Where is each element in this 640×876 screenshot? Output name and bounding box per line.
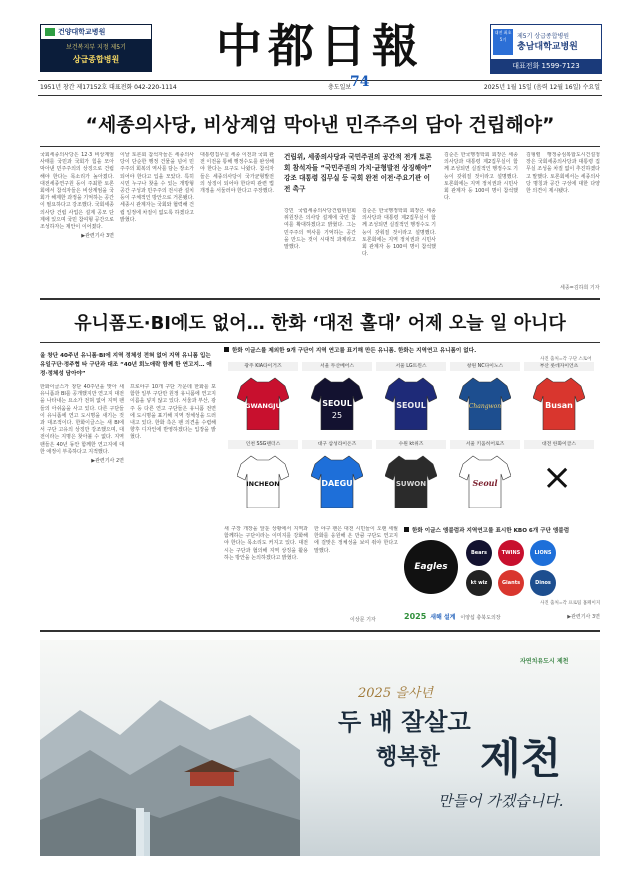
jersey-cell[interactable] [376,362,446,434]
issue-date: 2025년 1월 15일 (음력 12월 16일) 수요일 [483,84,600,91]
jersey-text: Changwon [468,403,502,410]
jersey-image [385,376,437,430]
jersey-text: SUWON [395,480,427,488]
promo-year: 2025 [404,612,427,621]
svg-text:25: 25 [331,411,343,420]
jersey-text: Busan [545,401,573,410]
jersey-image [533,376,585,430]
ad-year: 2025 을사년 [358,686,433,701]
giants-logo[interactable]: Giants [498,570,524,596]
logo-panel-title: 한화 이글스 엠블럼과 지역연고를 표시한 KBO 6개 구단 엠블럼 [404,526,600,536]
ad-slogan-3: 만들어 가겠습니다. [438,792,564,810]
jersey-image [237,376,289,430]
jersey-image [237,454,289,508]
hospital-ad-left[interactable] [40,24,152,72]
anniversary-mark: 74 [350,74,370,90]
article2-subhead: 올 창단 40주년 유니폼·BI에 지역 정체성 전혀 없어 지역 유니폼 입는 유일구단·정주협 타 구단과 대조 “40년 회노애락 함께 한 연고지… 애정·정체성 담아야” [40,353,212,377]
divider [40,146,600,147]
jersey-text: SEOUL [322,399,352,408]
jersey-image [311,376,363,430]
no-jersey-x-icon: × [542,457,573,498]
ad-left-sub: 보건복지부 지정 제5기 [66,44,126,51]
jersey-cell[interactable] [376,440,446,512]
dateline [38,74,602,96]
jersey-image [311,454,363,508]
article1-col1: 국회세종의사당은 12·3 비상계엄 사태를 국민과 국회가 힘을 모아 막아낸 민주주의의 상징으로 건립해야 한다는 목소리가 높아졌다. 대전세종연구원 등이 주최한 토론회에서 참석자들은 비상계엄을 국회가 해제한 과정을 기억하는 공간이 필요하다고 강조했다. 국회세종의사당 건립 사업은 설계 공모 단계에 있으며 국민 참여형 공간으로 조성하자는 제안이 이어졌다. ▶관련기사 3면 [40,152,114,240]
ad-slogan-2b: 제천 [480,734,562,783]
winter-landscape-image [40,680,300,856]
ad-right-name: 충남대학교병원 [517,42,578,52]
ad-slogan-2a: 행복한 [376,744,440,770]
article1-col5: 김순은 한국행정학회 회장은 세종의사당과 대통령 제2집무실이 함께 조성되면 실질적인 행정수도 기능이 갖춰질 것이라고 설명했다. 토론회에는 지역 정치권과 시민사회 관계자 등 100여 명이 참석했다. [362,208,436,258]
hospital-logo-icon [45,28,55,36]
ad-right-phone: 대표전화 1599-7123 [491,59,601,73]
dinos-logo[interactable]: Dinos [530,570,556,596]
jersey-team: 광주 KIA타이거즈 [228,362,298,371]
ktwiz-logo[interactable]: kt wiz [466,570,492,596]
article1-col3: 대통령집무실 세종 이전과 국회 완전 이전을 통해 행정수도를 완성해야 한다는 요구도 나왔다. 참석자들은 세종의사당이 국가균형발전의 상징이 되어야 한다며 관련 법 개정을 서둘러야 한다고 주장했다. [200,152,274,195]
jersey-cell[interactable] [524,440,594,512]
newspaper-logo[interactable]: 中都日報 [216,19,424,73]
jersey-team: 대전 한화이글스 [524,440,594,449]
ad-left-main: 상급종합병원 [72,55,120,64]
eagles-logo[interactable]: Eagles [404,540,458,594]
masthead [0,0,640,100]
ad-right-sub: 제5기 상급종합병원 [517,33,570,40]
ad-slogan-1: 두 배 잘살고 [338,707,471,736]
ad-agency: 자연치유도시 제천 [520,658,569,665]
article1-col4: 강민 국립세종의사당건립위원회 위원장은 의사당 설계에 국민 참여를 확대하겠다고 밝혔다. 그는 민주주의 역사를 기억하는 공간을 만드는 것이 시대적 과제라고 말했다. [284,208,356,251]
bears-logo[interactable]: Bears [466,540,492,566]
issue-info: 1951년 창간 제17152호 대표전화 042-220-1114 [40,84,177,91]
jersey-team: 인천 SSG랜더스 [228,440,298,449]
related-link[interactable]: ▶관련기사 3면 [81,233,114,240]
divider [40,298,600,300]
divider [40,342,600,343]
article1-byline: 세종=김하희 기자 [560,285,600,291]
jersey-team: 수원 kt위즈 [376,440,446,449]
article1-lead: 건립위, 세종의사당과 국민주권의 공간적 전개 토론회 참석자들 “국민주권의 가치·균형발전 상징해야” 강조 대통령 집무실 등 국회 완전 이전·주요기관 이전 촉구 [284,153,432,193]
ad-left-title: 건양대학교병원 [40,24,152,40]
related-link[interactable]: ▶관련기사 3면 [567,614,600,620]
jersey-text: Seoul [472,478,498,488]
jersey-team: 창원 NC다이노스 [450,362,520,371]
bullet-icon [404,527,409,532]
jersey-cell[interactable] [228,440,298,512]
paper-name-small: 충도일보 [328,84,352,91]
jersey-team: 부산 롯데자이언츠 [524,362,594,371]
jersey-text: SEOUL [396,401,426,410]
jersey-cell[interactable] [228,362,298,434]
ad-right-logo-icon: 대전 최초 5기 [493,29,513,55]
article1-headline[interactable]: “세종의사당, 비상계엄 막아낸 민주주의 담아 건립해야” [85,114,555,136]
jersey-team: 대구 삼성라이온즈 [302,440,372,449]
article2-col4: 한 야구 팬은 대전 시민들이 오랜 세월 한화를 응원해 온 만큼 구단도 연고지에 걸맞은 정체성을 보여 줘야 한다고 말했다. [314,526,398,554]
jersey-grid [224,362,600,514]
logo-panel-credit: 사진 출처=각 프로팀 홈페이지 [540,601,601,606]
lions-logo[interactable]: LIONS [530,540,556,566]
jersey-text: GWANGJU [245,402,281,410]
article2-col1: 한화이글스가 창단 40주년을 맞아 새 유니폼과 BI를 공개했지만 연고지 대전을 나타내는 요소가 전혀 없어 지역 팬들의 아쉬움을 사고 있다. 다른 구단들이 유니폼에 연고 도시명을 새기는 것과 대조적이다. 한화이글스는 새 BI에서 구단 고유의 상징만 강조했으며, 대전이라는 지명은 찾아볼 수 없다. 지역 팬들은 40년 동안 함께한 연고지에 대한 애정이 부족하다고 지적했다. ▶관련기사 2면 [40,384,124,465]
promo-sub: 이양섭 충북도의장 [460,615,501,621]
twins-logo[interactable]: TWINS [498,540,524,566]
jersey-cell[interactable] [524,362,594,434]
jersey-image [385,454,437,508]
jecheon-city-ad[interactable] [40,640,600,856]
related-link[interactable]: ▶관련기사 2면 [91,458,124,465]
jersey-team: 서울 두산베어스 [302,362,372,371]
jersey-cell[interactable] [302,362,372,434]
logo-panel [404,538,600,598]
article2-headline[interactable]: 유니폼도·BI에도 없어… 한화 ‘대전 홀대’ 어제 오늘 일 아니다 [74,313,566,334]
jersey-image [459,376,511,430]
jersey-panel-credit: 사진 출처=각 구단 스토어 [540,357,592,362]
jersey-cell[interactable] [450,440,520,512]
promo-banner[interactable] [404,610,600,624]
jersey-text: DAEGU [321,479,353,488]
divider [40,630,600,632]
article2-byline: 이상문 기자 [350,617,376,623]
promo-title: 새해 설계 [430,614,456,621]
article2-col2: 프로야구 10개 구단 가운데 한화를 포함한 일부 구단만 원정 유니폼에 연고지 이름을 넣지 않고 있다. 서울과 부산, 광주 등 다른 연고 구단들은 유니폼 전면에 도시명을 표기해 지역 정체성을 드러내고 있다. 한화 측은 팬 의견을 수렴해 향후 디자인에 반영하겠다는 입장을 밝혔다. [130,384,216,441]
jersey-cell[interactable] [302,440,372,512]
article1-col2: 이날 토론회 참석자들은 세종의사당이 단순한 행정 건물을 넘어 민주주의 회복의 역사를 담는 장소가 되어야 한다고 입을 모았다. 특히 시민 누구나 찾을 수 있는 개방형 공간 구성과 민주주의 전시관 설치 등이 구체적인 방안으로 거론됐다. 세종시 관계자는 국회와 협력해 건립 일정에 차질이 없도록 하겠다고 밝혔다. [120,152,194,223]
article2-col3: 새 구장 개장을 앞둔 상황에서 지역과 함께하는 구단이라는 이미지를 강화해야 한다는 목소리도 커지고 있다. 대전시는 구단과 협의해 지역 상징을 활용하는 방안을 논의하겠다고 밝혔다. [224,526,308,561]
jersey-image [459,454,511,508]
jersey-panel-title: 한화 이글스를 제외한 9개 구단이 지역 연고를 표기해 만든 유니폼. 한화는 지역연고 유니폼이 없다. [224,346,600,356]
jersey-team: 서울 LG트윈스 [376,362,446,371]
jersey-team: 서울 키움히어로즈 [450,440,520,449]
article1-col5b: 김순은 한국행정학회 회장은 세종의사당과 대통령 제2집무실이 함께 조성되면 실질적인 행정수도 기능이 갖춰질 것이라고 설명했다. 토론회에는 지역 정치권과 시민사회 관계자 등 100여 명이 참석했다. [444,152,518,202]
hospital-ad-right[interactable] [490,24,602,74]
article1-col6: 김형렬 행정중심복합도시건설청장은 국회세종의사당과 대통령 집무실 조성을 차질 없이 추진하겠다고 말했다. 토론회에서는 세종의사당 명칭과 공간 구성에 대한 다양한 의견이 제시됐다. [526,152,600,195]
jersey-text: INCHEON [246,480,280,488]
bullet-icon [224,347,229,352]
jersey-cell[interactable] [450,362,520,434]
